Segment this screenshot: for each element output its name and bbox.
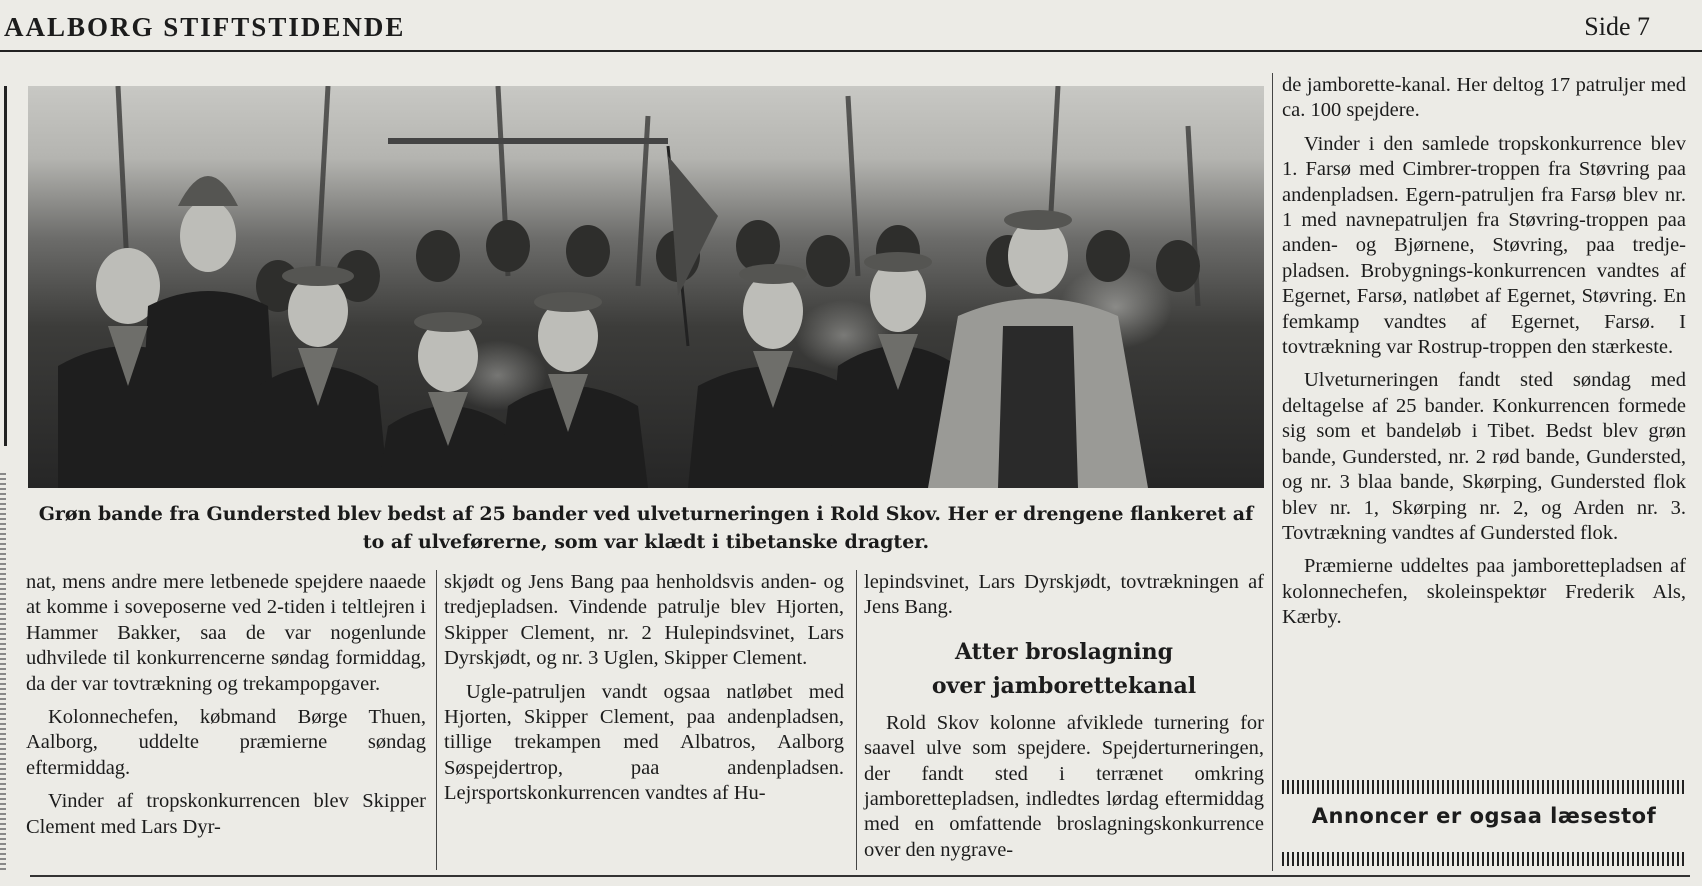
- left-margin-rule: [4, 86, 7, 446]
- scout-group-photo: [28, 86, 1264, 488]
- paragraph: Vinder af tropskonkurrencen blev Skipper Clement med Lars Dyr-: [26, 790, 426, 838]
- paragraph: Rold Skov kolonne afviklede turnering for saavel ulve som spejdere. Spejderturneringen, der fandt sted i terrænet omkring jamborettepladsen, indledtes lørdag eftermiddag med en omfattende broslagningskonkurrence over den nygrave-: [864, 711, 1264, 861]
- paragraph: Præmierne uddeltes paa jamborettepladsen af kolonnechefen, skoleinspektør Frederik Als, Kærby.: [1282, 555, 1686, 629]
- paragraph: Ugle-patruljen vandt ogsaa natløbet med Hjorten, Skipper Clement, paa andenpladsen, tillige trekampen med Albatros, Aalborg Søspejdertrop, paa andenpladsen. Lejrsportskonkurrencen vandtes af Hu-: [444, 680, 844, 805]
- paragraph: de jamborette-kanal. Her deltog 17 patruljer med ca. 100 spejdere.: [1282, 74, 1686, 122]
- masthead-rule: [0, 50, 1702, 52]
- column-rule: [436, 570, 437, 870]
- hatch-border: [1282, 852, 1686, 866]
- photo-illustration: [28, 86, 1264, 488]
- subheadline: [864, 635, 1264, 703]
- page-bottom-rule: [30, 875, 1690, 877]
- hatch-border: [1282, 780, 1686, 794]
- ad-text: Annoncer er ogsaa læsestof: [1311, 804, 1657, 828]
- paragraph: Ulveturneringen fandt sted søndag med deltagelse af 25 bander. Konkurrencen formede sig som et bandeløb i Tibet. Bedst blev grøn bande, Gundersted, nr. 2 rød bande, Gundersted, og nr. 3 blaa bande, Skørping, Gundersted flok blev nr. 1, Skørping nr. 2, og Arden nr. 3. Tovtrækning vandtes af Gundersted flok.: [1282, 369, 1686, 544]
- article-column-1: [26, 570, 426, 848]
- subheadline-line: Atter broslagning: [954, 638, 1173, 665]
- column-rule: [1272, 73, 1273, 871]
- column-rule: [856, 570, 857, 870]
- paragraph: skjødt og Jens Bang paa henholdsvis anden- og tredjepladsen. Vindende patrulje blev Hjorten, Skipper Clement, nr. 2 Hulepindsvinet, Lars Dyrskjødt, og nr. 3 Uglen, Skipper Clement.: [444, 571, 844, 670]
- house-ad: [1282, 778, 1686, 870]
- paragraph: lepindsvinet, Lars Dyrskjødt, tovtrækningen af Jens Bang.: [864, 571, 1264, 619]
- page-number: Side 7: [1584, 12, 1650, 41]
- subheadline-line: over jamborettekanal: [931, 672, 1197, 699]
- paragraph: Vinder i den samlede tropskonkurrence blev 1. Farsø med Cimbrer-troppen fra Støvring paa andenpladsen. Egern-patruljen fra Farsø blev nr. 1 med navnepatruljen fra Støvring-troppen paa anden- og Bjørnene, Støvring, paa tredje-pladsen. Brobygnings-konkurrencen vandtes af Egernet, Farsø, natløbet af Egernet, Støvring. En femkamp vandtes af Egernet, Farsø. I tovtrækning var Rostrup-troppen den stærkeste.: [1282, 132, 1686, 359]
- article-column-4: [1282, 73, 1686, 639]
- left-margin-halftone: [0, 470, 6, 870]
- photo-caption: Grøn bande fra Gundersted blev bedst af 25 bander ved ulveturneringen i Rold Skov. Her er drengene flankeret af to af ulveførerne, som var klædt i tibetanske dragter.: [38, 503, 1254, 553]
- paragraph: nat, mens andre mere letbenede spejdere naaede at komme i soveposerne ved 2-tiden i teltlejren i Hammer Bakker, saa de var nogenlunde udhvilede til konkurrencerne søndag formiddag, da der var tovtrækning og trekampopgaver.: [26, 571, 426, 695]
- masthead: [0, 8, 1702, 48]
- newspaper-name: AALBORG STIFTSTIDENDE: [4, 12, 406, 42]
- article-column-3: [864, 570, 1264, 871]
- article-column-2: [444, 570, 844, 815]
- paragraph: Kolonnechefen, købmand Børge Thuen, Aalborg, uddelte præmierne søndag eftermiddag.: [26, 706, 426, 779]
